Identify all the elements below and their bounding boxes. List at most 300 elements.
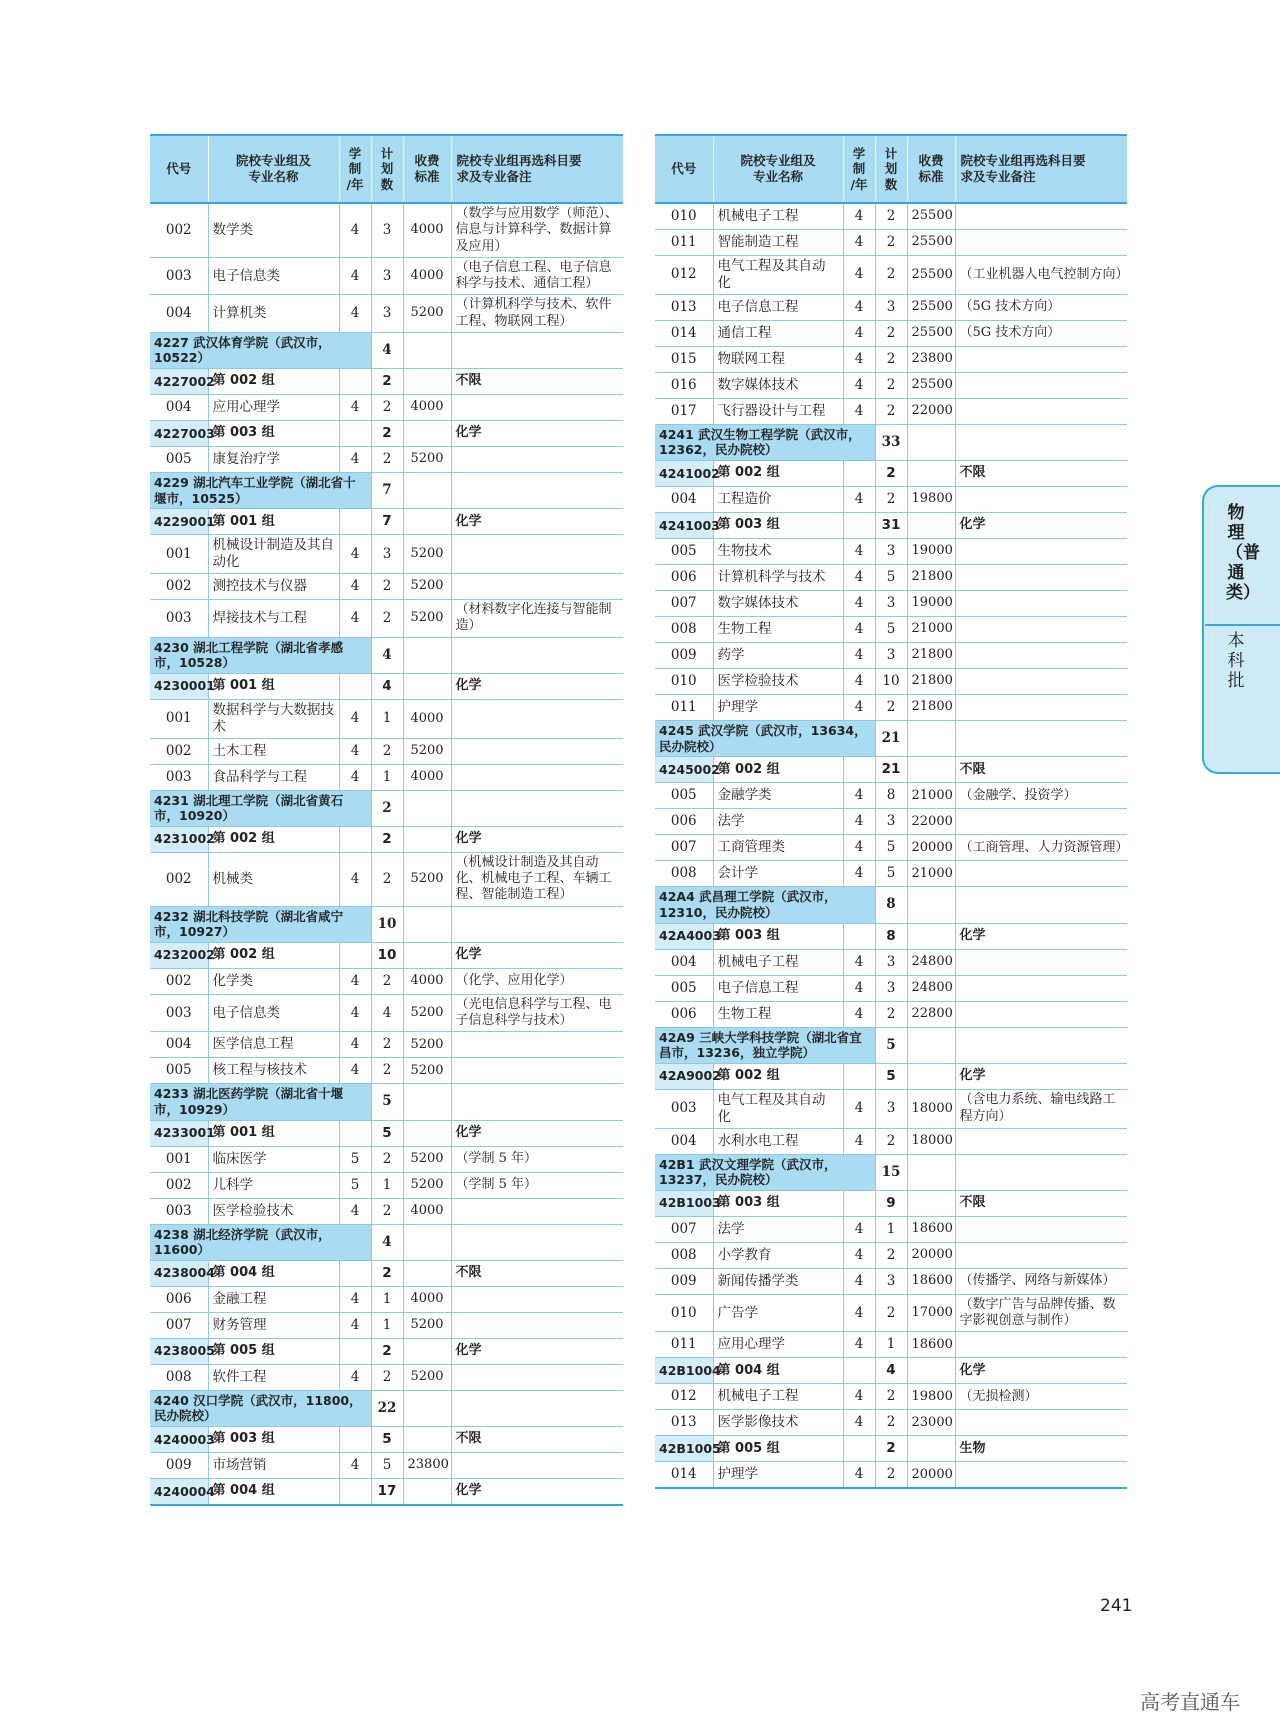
major-fee: 21800 — [907, 643, 955, 669]
major-row — [150, 1453, 623, 1479]
school-name: 4230 湖北工程学院（湖北省孝感市，10528） — [150, 637, 371, 673]
group-requirement: 化学 — [955, 1063, 1127, 1089]
major-row — [150, 968, 623, 994]
major-name: 测控技术与仪器 — [208, 574, 339, 600]
major-years: 4 — [339, 1312, 371, 1338]
major-years: 4 — [843, 861, 875, 887]
major-code: 014 — [655, 1462, 713, 1489]
major-note — [451, 395, 623, 421]
major-plan: 2 — [371, 1364, 403, 1390]
school-plan: 22 — [371, 1390, 403, 1426]
major-row — [150, 574, 623, 600]
group-years — [843, 1358, 875, 1384]
school-plan: 21 — [875, 721, 907, 757]
group-name: 第 002 组 — [208, 942, 339, 968]
group-years — [843, 461, 875, 487]
major-row — [150, 395, 623, 421]
group-fee — [907, 461, 955, 487]
header-name: 院校专业组及 专业名称 — [208, 135, 339, 203]
group-requirement: 化学 — [451, 826, 623, 852]
group-fee — [907, 1063, 955, 1089]
group-plan: 4 — [371, 673, 403, 699]
header-code: 代号 — [150, 135, 208, 203]
school-fee — [403, 790, 451, 826]
major-years: 4 — [339, 738, 371, 764]
major-note — [955, 643, 1127, 669]
table-header-row — [655, 135, 1127, 203]
major-years: 4 — [339, 535, 371, 574]
major-code: 002 — [150, 203, 208, 257]
major-note — [955, 398, 1127, 424]
major-note: （机械设计制造及其自动化、机械电子工程、车辆工程、智能制造工程） — [451, 852, 623, 906]
major-fee: 5200 — [403, 1364, 451, 1390]
major-fee: 25500 — [907, 372, 955, 398]
group-row — [150, 673, 623, 699]
school-note — [955, 424, 1127, 460]
major-fee: 25500 — [907, 294, 955, 320]
major-fee: 5200 — [403, 738, 451, 764]
school-row — [150, 790, 623, 826]
major-fee: 21800 — [907, 669, 955, 695]
major-note — [451, 1286, 623, 1312]
major-plan: 3 — [875, 1089, 907, 1128]
major-fee: 4000 — [403, 203, 451, 257]
major-fee: 24800 — [907, 975, 955, 1001]
major-row — [655, 1268, 1127, 1294]
major-note: （5G 技术方向） — [955, 294, 1127, 320]
major-row — [655, 1089, 1127, 1128]
major-code: 009 — [150, 1453, 208, 1479]
school-name: 4245 武汉学院（武汉市，13634，民办院校） — [655, 721, 875, 757]
major-row — [150, 1032, 623, 1058]
major-name: 机械电子工程 — [713, 203, 843, 230]
group-fee — [403, 1120, 451, 1146]
major-row — [150, 203, 623, 257]
major-code: 008 — [655, 617, 713, 643]
major-fee: 5200 — [403, 295, 451, 333]
major-code: 006 — [655, 565, 713, 591]
major-plan: 2 — [875, 1294, 907, 1332]
major-note — [955, 346, 1127, 372]
major-row — [655, 861, 1127, 887]
group-code: 4227003 — [150, 421, 208, 447]
group-code: 42B1003 — [655, 1190, 713, 1216]
major-name: 市场营销 — [208, 1453, 339, 1479]
major-plan: 2 — [875, 1410, 907, 1436]
school-fee — [403, 1224, 451, 1260]
major-plan: 3 — [371, 257, 403, 295]
major-fee: 21000 — [907, 783, 955, 809]
major-name: 飞行器设计与工程 — [713, 398, 843, 424]
group-requirement: 化学 — [451, 509, 623, 535]
major-plan: 1 — [875, 1332, 907, 1358]
major-row — [655, 949, 1127, 975]
major-name: 食品科学与工程 — [208, 764, 339, 790]
school-name: 4241 武汉生物工程学院（武汉市，12362，民办院校） — [655, 424, 875, 460]
group-code: 4241003 — [655, 513, 713, 539]
major-code: 007 — [150, 1312, 208, 1338]
major-plan: 2 — [875, 346, 907, 372]
major-years: 4 — [843, 372, 875, 398]
major-code: 008 — [655, 861, 713, 887]
school-note — [955, 1027, 1127, 1063]
group-row — [655, 461, 1127, 487]
major-name: 药学 — [713, 643, 843, 669]
major-name: 金融工程 — [208, 1286, 339, 1312]
school-name: 4232 湖北科技学院（湖北省咸宁市，10927） — [150, 906, 371, 942]
school-row — [150, 1224, 623, 1260]
school-note — [451, 473, 623, 509]
major-years: 4 — [339, 203, 371, 257]
school-fee — [403, 1390, 451, 1426]
major-name: 新闻传播学类 — [713, 1268, 843, 1294]
major-note — [955, 230, 1127, 256]
group-name: 第 002 组 — [208, 826, 339, 852]
major-row — [655, 835, 1127, 861]
group-plan: 5 — [875, 1063, 907, 1089]
group-name: 第 003 组 — [713, 513, 843, 539]
group-plan: 21 — [875, 757, 907, 783]
group-requirement: 不限 — [451, 1427, 623, 1453]
major-code: 004 — [655, 1128, 713, 1154]
group-row — [150, 826, 623, 852]
major-code: 005 — [655, 975, 713, 1001]
major-row — [655, 1001, 1127, 1027]
major-row — [655, 487, 1127, 513]
major-row — [655, 669, 1127, 695]
group-name: 第 003 组 — [713, 1190, 843, 1216]
major-note: （数学与应用数学（师范）、信息与计算科学、数据计算及应用） — [451, 203, 623, 257]
major-note — [955, 539, 1127, 565]
major-years: 4 — [339, 395, 371, 421]
section-tab-batch: 本科批 — [1227, 631, 1245, 691]
major-note — [451, 1312, 623, 1338]
major-note — [955, 617, 1127, 643]
major-row — [655, 1332, 1127, 1358]
group-requirement: 化学 — [955, 513, 1127, 539]
major-code: 004 — [150, 1032, 208, 1058]
major-row — [655, 809, 1127, 835]
major-fee: 19800 — [907, 1384, 955, 1410]
group-requirement: 化学 — [451, 673, 623, 699]
group-code: 4232002 — [150, 942, 208, 968]
group-code: 4238004 — [150, 1260, 208, 1286]
major-code: 008 — [655, 1242, 713, 1268]
group-years — [843, 923, 875, 949]
major-code: 006 — [150, 1286, 208, 1312]
school-name: 4227 武汉体育学院（武汉市，10522） — [150, 332, 371, 368]
major-row — [655, 372, 1127, 398]
major-name: 数据科学与大数据技术 — [208, 699, 339, 738]
major-years: 4 — [843, 1294, 875, 1332]
school-note — [451, 906, 623, 942]
school-row — [655, 1027, 1127, 1063]
major-plan: 2 — [371, 1058, 403, 1084]
major-code: 003 — [150, 1198, 208, 1224]
group-requirement: 化学 — [451, 1120, 623, 1146]
header-note: 院校专业组再选科目要 求及专业备注 — [451, 135, 623, 203]
major-plan: 3 — [371, 203, 403, 257]
school-plan: 7 — [371, 473, 403, 509]
major-years: 4 — [843, 669, 875, 695]
major-plan: 2 — [875, 1128, 907, 1154]
major-note — [955, 1242, 1127, 1268]
major-years: 4 — [843, 320, 875, 346]
major-plan: 2 — [875, 372, 907, 398]
group-row — [150, 1427, 623, 1453]
major-note: （工业机器人电气控制方向） — [955, 256, 1127, 295]
major-fee: 18600 — [907, 1216, 955, 1242]
major-note: （5G 技术方向） — [955, 320, 1127, 346]
major-row — [655, 695, 1127, 721]
major-fee: 4000 — [403, 1198, 451, 1224]
major-code: 002 — [150, 738, 208, 764]
school-plan: 4 — [371, 1224, 403, 1260]
group-requirement: 不限 — [451, 369, 623, 395]
header-years: 学 制 /年 — [339, 135, 371, 203]
major-fee: 21000 — [907, 861, 955, 887]
major-fee: 4000 — [403, 1286, 451, 1312]
group-fee — [907, 513, 955, 539]
group-plan: 7 — [371, 509, 403, 535]
major-row — [655, 346, 1127, 372]
watermark: 高考直通车 — [1140, 1690, 1240, 1714]
school-note — [955, 1154, 1127, 1190]
school-fee — [403, 906, 451, 942]
school-note — [451, 332, 623, 368]
major-code: 002 — [150, 1172, 208, 1198]
group-plan: 5 — [371, 1427, 403, 1453]
major-row — [655, 1242, 1127, 1268]
major-years: 4 — [843, 1128, 875, 1154]
school-fee — [403, 473, 451, 509]
major-plan: 1 — [371, 1312, 403, 1338]
major-note: （光电信息科学与工程、电子信息科学与技术） — [451, 994, 623, 1032]
major-code: 004 — [150, 395, 208, 421]
group-fee — [403, 1427, 451, 1453]
group-row — [655, 757, 1127, 783]
major-note — [451, 1198, 623, 1224]
major-fee: 25500 — [907, 256, 955, 295]
group-requirement: 不限 — [955, 461, 1127, 487]
group-name: 第 005 组 — [713, 1436, 843, 1462]
group-row — [150, 509, 623, 535]
major-name: 核工程与核技术 — [208, 1058, 339, 1084]
group-code: 42A9002 — [655, 1063, 713, 1089]
group-years — [339, 1260, 371, 1286]
major-plan: 1 — [371, 1172, 403, 1198]
school-name: 42A4 武昌理工学院（武汉市，12310，民办院校） — [655, 887, 875, 923]
major-row — [150, 1286, 623, 1312]
group-fee — [403, 1338, 451, 1364]
group-years — [339, 1427, 371, 1453]
group-plan: 2 — [371, 421, 403, 447]
major-fee: 4000 — [403, 699, 451, 738]
school-note — [451, 1224, 623, 1260]
major-note — [451, 1032, 623, 1058]
group-plan: 2 — [371, 369, 403, 395]
major-note — [955, 669, 1127, 695]
major-code: 011 — [655, 230, 713, 256]
school-plan: 10 — [371, 906, 403, 942]
major-note — [451, 447, 623, 473]
school-fee — [403, 332, 451, 368]
major-plan: 10 — [875, 669, 907, 695]
major-name: 机械类 — [208, 852, 339, 906]
school-name: 4238 湖北经济学院（武汉市，11600） — [150, 1224, 371, 1260]
major-note — [955, 1216, 1127, 1242]
group-code: 4231002 — [150, 826, 208, 852]
major-plan: 2 — [875, 203, 907, 230]
major-plan: 2 — [371, 738, 403, 764]
major-name: 数字媒体技术 — [713, 372, 843, 398]
school-name: 4231 湖北理工学院（湖北省黄石市，10920） — [150, 790, 371, 826]
school-plan: 5 — [875, 1027, 907, 1063]
major-row — [150, 1312, 623, 1338]
group-row — [150, 1479, 623, 1506]
major-code: 002 — [150, 574, 208, 600]
major-fee: 21800 — [907, 695, 955, 721]
major-fee: 5200 — [403, 447, 451, 473]
group-fee — [403, 826, 451, 852]
major-code: 015 — [655, 346, 713, 372]
major-name: 康复治疗学 — [208, 447, 339, 473]
major-note — [955, 1410, 1127, 1436]
major-note — [451, 1364, 623, 1390]
group-name: 第 003 组 — [208, 421, 339, 447]
header-note: 院校专业组再选科目要 求及专业备注 — [955, 135, 1127, 203]
group-code: 4230001 — [150, 673, 208, 699]
group-plan: 8 — [875, 923, 907, 949]
school-plan: 4 — [371, 332, 403, 368]
major-years: 4 — [339, 1058, 371, 1084]
school-plan: 2 — [371, 790, 403, 826]
group-requirement: 化学 — [955, 923, 1127, 949]
major-code: 012 — [655, 256, 713, 295]
group-requirement: 生物 — [955, 1436, 1127, 1462]
major-fee: 5200 — [403, 1146, 451, 1172]
school-name: 42B1 武汉文理学院（武汉市，13237，民办院校） — [655, 1154, 875, 1190]
group-requirement: 化学 — [451, 421, 623, 447]
major-fee: 19800 — [907, 487, 955, 513]
major-years: 4 — [843, 835, 875, 861]
school-fee — [907, 887, 955, 923]
group-years — [843, 1063, 875, 1089]
major-fee: 5200 — [403, 1032, 451, 1058]
group-fee — [907, 1436, 955, 1462]
major-plan: 2 — [875, 487, 907, 513]
major-years: 4 — [339, 574, 371, 600]
school-row — [150, 1390, 623, 1426]
major-name: 护理学 — [713, 695, 843, 721]
major-years: 4 — [339, 1364, 371, 1390]
major-plan: 2 — [371, 1198, 403, 1224]
major-code: 009 — [655, 643, 713, 669]
major-name: 电子信息类 — [208, 257, 339, 295]
major-name: 通信工程 — [713, 320, 843, 346]
section-tab — [1202, 485, 1280, 774]
major-note — [955, 203, 1127, 230]
group-years — [339, 1479, 371, 1506]
major-code: 008 — [150, 1364, 208, 1390]
major-code: 003 — [150, 600, 208, 638]
major-code: 005 — [655, 783, 713, 809]
major-years: 4 — [843, 203, 875, 230]
major-row — [150, 738, 623, 764]
major-plan: 2 — [875, 256, 907, 295]
section-tab-category: 物理（普通类） — [1226, 503, 1260, 603]
major-fee: 5200 — [403, 1172, 451, 1198]
school-fee — [403, 637, 451, 673]
major-note: （工商管理、人力资源管理） — [955, 835, 1127, 861]
major-name: 医学检验技术 — [208, 1198, 339, 1224]
group-fee — [907, 923, 955, 949]
group-code: 4233001 — [150, 1120, 208, 1146]
group-fee — [403, 369, 451, 395]
group-name: 第 004 组 — [713, 1358, 843, 1384]
major-plan: 3 — [371, 295, 403, 333]
group-years — [339, 942, 371, 968]
major-name: 护理学 — [713, 1462, 843, 1489]
major-years: 4 — [843, 1410, 875, 1436]
major-row — [655, 591, 1127, 617]
school-plan: 8 — [875, 887, 907, 923]
major-note: （电子信息工程、电子信息科学与技术、通信工程） — [451, 257, 623, 295]
school-row — [655, 1154, 1127, 1190]
major-years: 4 — [843, 591, 875, 617]
group-years — [843, 513, 875, 539]
major-row — [655, 1410, 1127, 1436]
major-code: 007 — [655, 1216, 713, 1242]
major-row — [655, 975, 1127, 1001]
school-plan: 33 — [875, 424, 907, 460]
major-plan: 2 — [371, 1146, 403, 1172]
major-name: 计算机类 — [208, 295, 339, 333]
major-name: 小学教育 — [713, 1242, 843, 1268]
major-note: （计算机科学与技术、软件工程、物联网工程） — [451, 295, 623, 333]
major-plan: 3 — [875, 975, 907, 1001]
school-row — [150, 906, 623, 942]
major-plan: 3 — [875, 539, 907, 565]
major-code: 004 — [655, 949, 713, 975]
major-plan: 5 — [875, 565, 907, 591]
major-row — [150, 1172, 623, 1198]
major-plan: 3 — [875, 949, 907, 975]
group-requirement: 化学 — [451, 942, 623, 968]
group-name: 第 002 组 — [713, 461, 843, 487]
major-note: （化学、应用化学） — [451, 968, 623, 994]
major-fee: 25500 — [907, 320, 955, 346]
major-note — [451, 738, 623, 764]
major-years: 4 — [843, 539, 875, 565]
major-plan: 2 — [875, 1462, 907, 1489]
major-code: 007 — [655, 835, 713, 861]
major-plan: 5 — [875, 617, 907, 643]
major-years: 4 — [843, 643, 875, 669]
group-name: 第 002 组 — [713, 1063, 843, 1089]
major-name: 电子信息类 — [208, 994, 339, 1032]
major-fee: 21000 — [907, 617, 955, 643]
major-years: 4 — [339, 1198, 371, 1224]
major-plan: 2 — [875, 230, 907, 256]
major-code: 017 — [655, 398, 713, 424]
group-name: 第 004 组 — [208, 1479, 339, 1506]
major-code: 003 — [150, 764, 208, 790]
group-fee — [403, 673, 451, 699]
major-fee: 4000 — [403, 257, 451, 295]
major-name: 机械电子工程 — [713, 949, 843, 975]
group-name: 第 004 组 — [208, 1260, 339, 1286]
